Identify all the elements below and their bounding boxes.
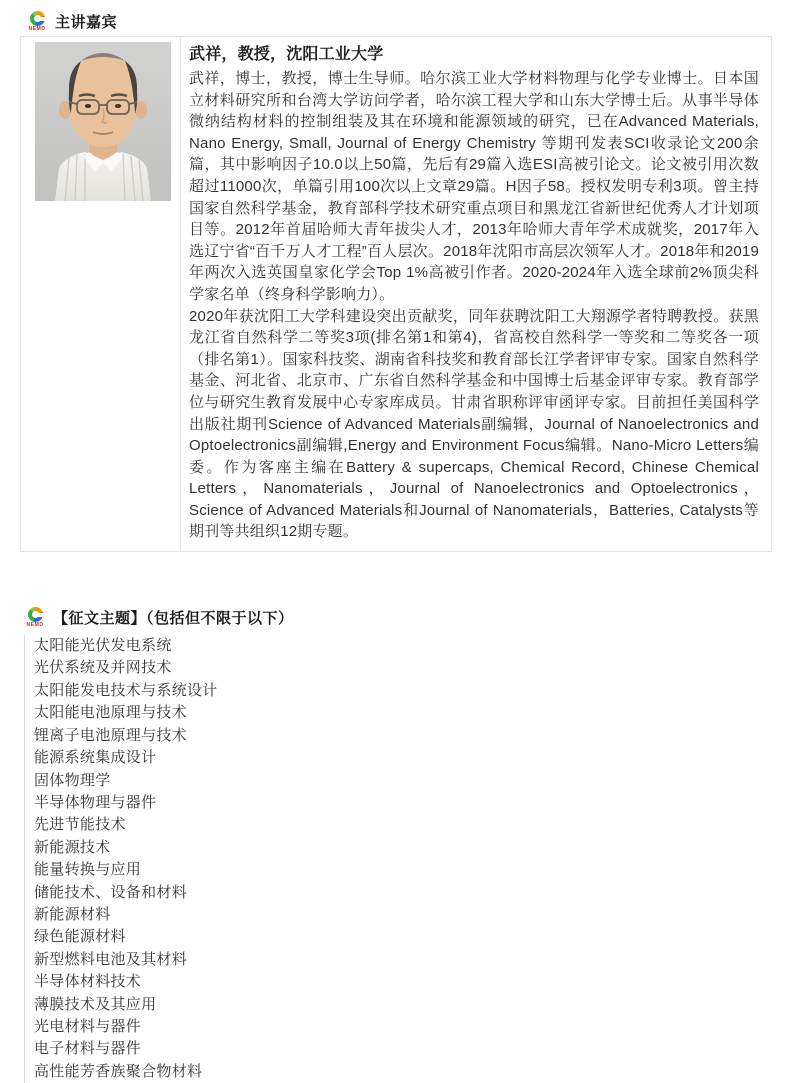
speaker-bio-paragraph-1: 武祥，博士，教授，博士生导师。哈尔滨工业大学材料物理与化学专业博士。日本国立材料研究所和台湾大学访问学者，哈尔滨工程大学和山东大学博士后。从事半导体微纳结构材料的控制组装及其在环境和能源领域的研究，已在Advanced Materials, Nano Energy, Small, Journal of Energy Chemistry 等期刊发表SCI收录论文200余篇，其中影响因子10.0以上50篇，先后有29篇入选ESI高被引论文。论文被引用次数超过11000次，单篇引用100次以上文章29篇。H因子58。授权发明专利3项。曾主持国家自然科学基金，教育部科学技术研究重点项目和黑龙江省新世纪优秀人才计划项目等。2012年首届哈师大青年拔尖人才，2013年哈师大青年学术成就奖，2017年入选辽宁省“百千万人才工程”百人层次。2018年沈阳市高层次领军人才。2018年和2019年两次入选英国皇家化学会Top 1%高被引作者。2020-2024年入选全球前2%顶尖科学家名单（终身科学影响力）。	[189, 70, 759, 303]
topic-item: 新型燃料电池及其材料	[34, 950, 188, 968]
topic-item: 太阳能发电技术与系统设计	[34, 681, 218, 699]
topic-item: 新能源技术	[34, 838, 111, 856]
topic-item: 光伏系统及并网技术	[34, 659, 172, 677]
topic-item: 光电材料与器件	[34, 1017, 142, 1035]
speaker-profile-box	[20, 36, 772, 552]
topic-item: 薄膜技术及其应用	[34, 995, 157, 1013]
topic-item: 太阳能光伏发电系统	[34, 637, 172, 655]
speaker-section-title: 主讲嘉宾	[55, 13, 118, 31]
topic-item: 能量转换与应用	[34, 861, 142, 879]
topic-item: 储能技术、设备和材料	[34, 883, 188, 901]
topic-item: 半导体物理与器件	[34, 793, 157, 811]
topic-item: 电子材料与器件	[34, 1040, 142, 1058]
topic-item: 高性能芳香族聚合物材料	[34, 1062, 203, 1080]
topic-item: 太阳能电池原理与技术	[34, 704, 188, 722]
topic-item: 半导体材料技术	[34, 973, 142, 991]
nemd-logo-wordmark: NEMD	[26, 621, 44, 628]
nemd-logo-mark-icon	[28, 607, 43, 622]
topics-section-title: 【征文主题】（包括但不限于以下）	[53, 609, 294, 627]
topic-item: 锂离子电池原理与技术	[34, 726, 188, 744]
speaker-name-title: 武祥，教授，沈阳工业大学	[189, 46, 384, 63]
nemd-logo-icon	[24, 607, 46, 628]
nemd-logo-wordmark: NEMD	[28, 25, 46, 32]
topic-item: 绿色能源材料	[34, 928, 126, 946]
speaker-photo	[35, 42, 171, 201]
speaker-bio	[181, 37, 771, 551]
speaker-photo-image	[35, 42, 171, 201]
topic-item: 固体物理学	[34, 771, 111, 789]
topic-item: 新能源材料	[34, 905, 111, 923]
nemd-logo-mark-icon	[30, 11, 45, 26]
topic-item: 能源系统集成设计	[34, 749, 157, 767]
nemd-logo-icon	[26, 11, 48, 32]
topic-item: 先进节能技术	[34, 816, 126, 834]
speaker-bio-paragraph-2: 2020年获沈阳工大学科建设突出贡献奖，同年获聘沈阳工大翔源学者特聘教授。获黑龙江省自然科学二等奖3项(排名第1和第4)，省高校自然科学一等奖和二等奖各一项（排名第1）。国家科技奖、湖南省科技奖和教育部长江学者评审专家。国家自然科学基金、河北省、北京市、广东省自然科学基金和中国博士后基金评审专家。教育部学位与研究生教育发展中心专家库成员。甘肃省职称评审函评专家。目前担任美国科学出版社期刊Science of Advanced Materials副编辑，Journal of Nanoelectronics and Optoelectronics副编辑,Energy and Environment Focus编辑。Nano-Micro Letters编委。作为客座主编在Battery & supercaps, Chemical Record, Chinese Chemical Letters，Nanomaterials，Journal of Nanoelectronics and Optoelectronics，Science of Advanced Materials和Journal of Nanomaterials，Batteries, Catalysts等期刊等共组织12期专题。	[189, 307, 759, 541]
speaker-photo-cell	[21, 37, 181, 551]
topics-list	[24, 635, 764, 1083]
speaker-section-header	[26, 8, 787, 34]
topics-section-header	[24, 604, 787, 630]
